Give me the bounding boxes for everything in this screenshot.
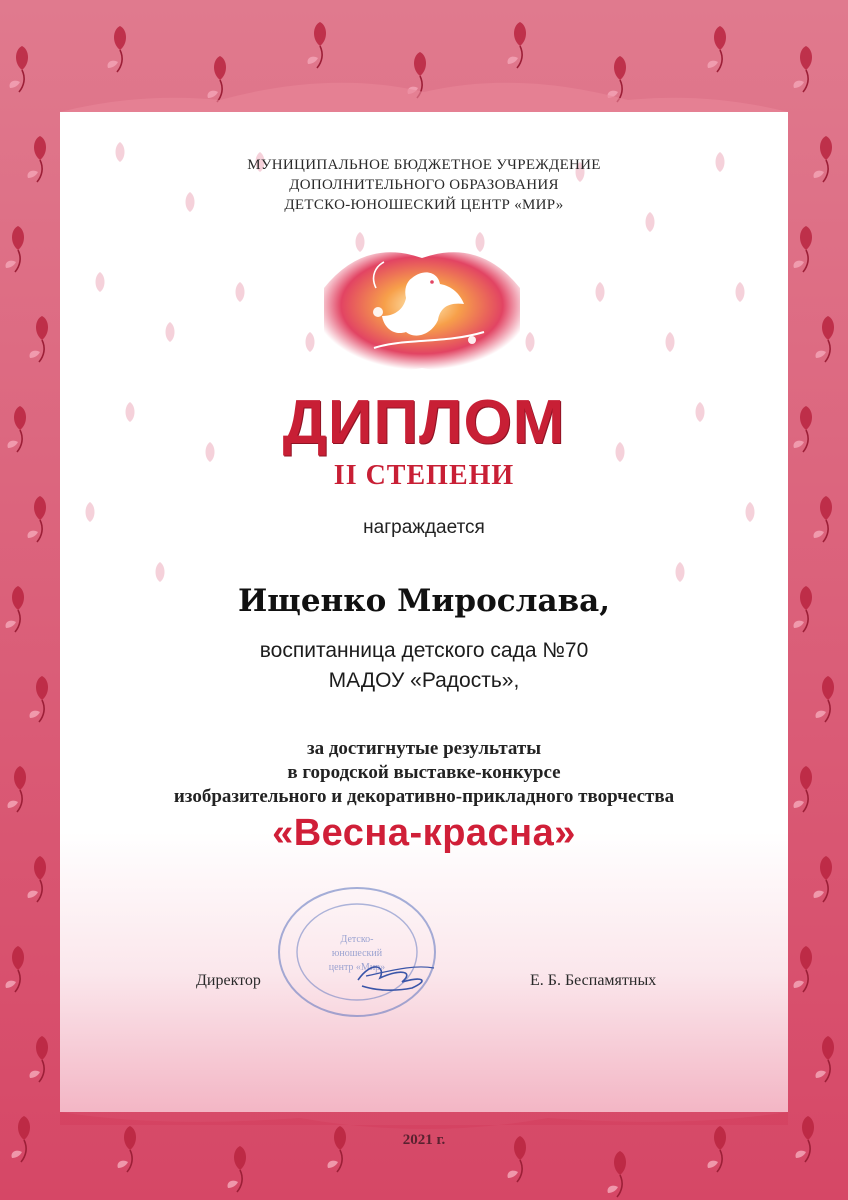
svg-text:Детско-: Детско- xyxy=(340,934,374,945)
recipient-name: Ищенко Мирослава, xyxy=(238,583,610,619)
bird-emblem-icon xyxy=(314,228,530,388)
organization-name xyxy=(100,155,748,215)
organization-line-2: ДОПОЛНИТЕЛЬНОГО ОБРАЗОВАНИЯ xyxy=(289,177,559,193)
recipient-line-2: МАДОУ «Радость», xyxy=(328,669,520,692)
recipient-details xyxy=(100,636,748,696)
svg-text:центр «Мир»: центр «Мир» xyxy=(328,962,386,973)
official-stamp-icon xyxy=(262,880,452,1030)
awarded-label: награждается xyxy=(363,517,485,538)
reason-line-1: за достигнутые результаты xyxy=(306,738,542,759)
director-name: Е. Б. Беспамятных xyxy=(530,972,657,989)
award-reason xyxy=(80,737,768,809)
diploma-title: ДИПЛОМ xyxy=(282,388,566,457)
reason-line-2: в городской выставке-конкурсе xyxy=(287,762,561,783)
reason-line-3: изобразительного и декоративно-прикладного творчества xyxy=(173,786,675,807)
diploma-year: 2021 г. xyxy=(402,1132,446,1148)
organization-line-1: МУНИЦИПАЛЬНОЕ БЮДЖЕТНОЕ УЧРЕЖДЕНИЕ xyxy=(247,157,601,173)
diploma-degree: II СТЕПЕНИ xyxy=(333,460,515,491)
organization-line-3: ДЕТСКО-ЮНОШЕСКИЙ ЦЕНТР «МИР» xyxy=(284,197,564,213)
svg-text:юношеский: юношеский xyxy=(331,948,383,959)
director-label: Директор xyxy=(196,972,261,989)
recipient-line-1: воспитанница детского сада №70 xyxy=(259,639,589,662)
contest-name: «Весна-красна» xyxy=(272,812,576,854)
